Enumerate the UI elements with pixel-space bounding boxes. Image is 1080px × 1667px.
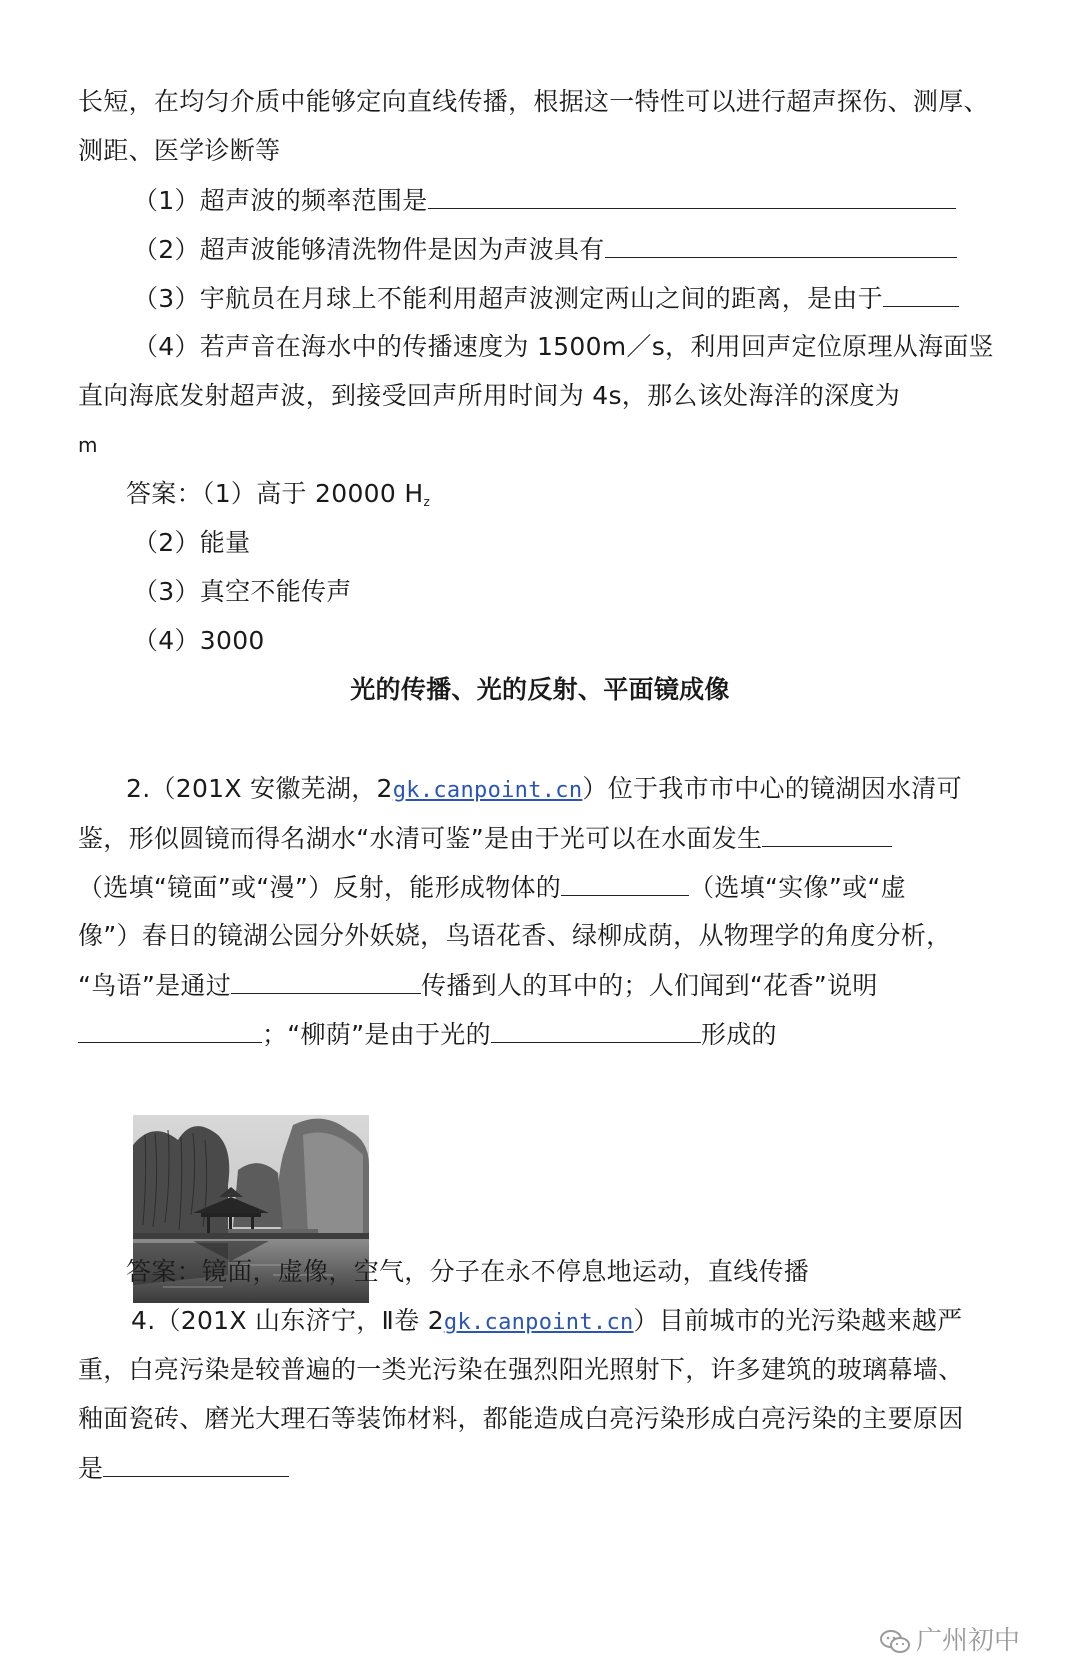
answer-blank (78, 1016, 262, 1043)
problem-4-line-4 (78, 1450, 289, 1487)
problem-4-text: 是 (78, 1454, 104, 1483)
wechat-icon (880, 1629, 910, 1655)
problem-2-text: 形成的 (700, 1020, 777, 1049)
problem-4-line-1 (131, 1303, 962, 1341)
question-3-text: （3）宇航员在月球上不能利用超声波测定两山之间的距离，是由于 (133, 284, 883, 313)
problem-2-line-1 (126, 771, 962, 809)
answer-blank (428, 182, 956, 209)
problem-2-text: （选填“镜面”或“漫”）反射，能形成物体的 (78, 873, 562, 902)
problem-2-line-6 (78, 1016, 777, 1053)
answer-3: （3）真空不能传声 (133, 577, 352, 606)
answer-1-subscript: z (423, 495, 431, 509)
problem-2-text: ；“柳荫”是由于光的 (262, 1020, 491, 1049)
answer-2: （2）能量 (133, 528, 251, 557)
intro-line-1: 长短，在均匀介质中能够定向直线传播，根据这一特性可以进行超声探伤、测厚、 (78, 87, 989, 116)
question-4-line-1: （4）若声音在海水中的传播速度为 1500m／s，利用回声定位原理从海面竖 (133, 332, 994, 361)
problem-2-line-3 (78, 869, 906, 906)
answer-blank (491, 1016, 701, 1043)
answer-1-text: 答案：（1）高于 20000 H (126, 479, 424, 508)
problem-4-text: ）目前城市的光污染越来越严 (633, 1306, 963, 1335)
answer-blank (762, 820, 892, 847)
problem-4-line-3: 釉面瓷砖、磨光大理石等装饰材料，都能造成白亮污染形成白亮污染的主要原因 (78, 1404, 964, 1433)
watermark-text: 广州初中 (916, 1626, 1021, 1656)
question-2-text: （2）超声波能够清洗物件是因为声波具有 (133, 235, 605, 264)
problem-2-line-4: 像”）春日的镜湖公园分外妖娆，鸟语花香、绿柳成荫，从物理学的角度分析， (78, 921, 952, 950)
answer-blank (883, 280, 959, 307)
section-title: 光的传播、光的反射、平面镜成像 (350, 675, 730, 704)
answer-1 (126, 476, 430, 520)
question-4-line-2: 直向海底发射超声波，到接受回声所用时间为 4s，那么该处海洋的深度为 (78, 381, 901, 410)
question-2 (133, 231, 957, 268)
problem-2-answer: 答案：镜面，虚像，空气，分子在永不停息地运动，直线传播 (126, 1257, 810, 1286)
problem-2-text: ）位于我市市中心的镜湖因水清可 (582, 774, 962, 803)
problem-2-text: 传播到人的耳中的；人们闻到“花香”说明 (421, 971, 878, 1000)
question-3 (133, 280, 959, 317)
question-1-text: （1）超声波的频率范围是 (133, 186, 428, 215)
problem-2-line-2 (78, 820, 892, 857)
problem-2-text: （选填“实像”或“虚 (689, 873, 906, 902)
problem-4-number: 4.（201X 山东济宁，Ⅱ卷 2 (131, 1306, 444, 1335)
answer-blank (103, 1450, 289, 1477)
source-link[interactable]: gk.canpoint.cn (392, 778, 583, 803)
watermark (880, 1620, 1020, 1657)
problem-2-line-5 (78, 967, 878, 1004)
problem-2-text: “鸟语”是通过 (78, 971, 232, 1000)
source-link[interactable]: gk.canpoint.cn (443, 1310, 634, 1335)
question-4-line-3: m (78, 433, 98, 457)
problem-2-text: 鉴，形似圆镜而得名湖水“水清可鉴”是由于光可以在水面发生 (78, 824, 763, 853)
answer-blank (605, 231, 957, 258)
answer-blank (561, 869, 689, 896)
question-1 (133, 182, 956, 219)
problem-4-line-2: 重，白亮污染是较普遍的一类光污染在强烈阳光照射下，许多建筑的玻璃幕墙、 (78, 1355, 964, 1384)
answer-4: （4）3000 (133, 626, 265, 655)
answer-blank (231, 967, 421, 994)
intro-line-2: 测距、医学诊断等 (78, 136, 281, 165)
problem-2-number: 2.（201X 安徽芜湖，2 (126, 774, 393, 803)
